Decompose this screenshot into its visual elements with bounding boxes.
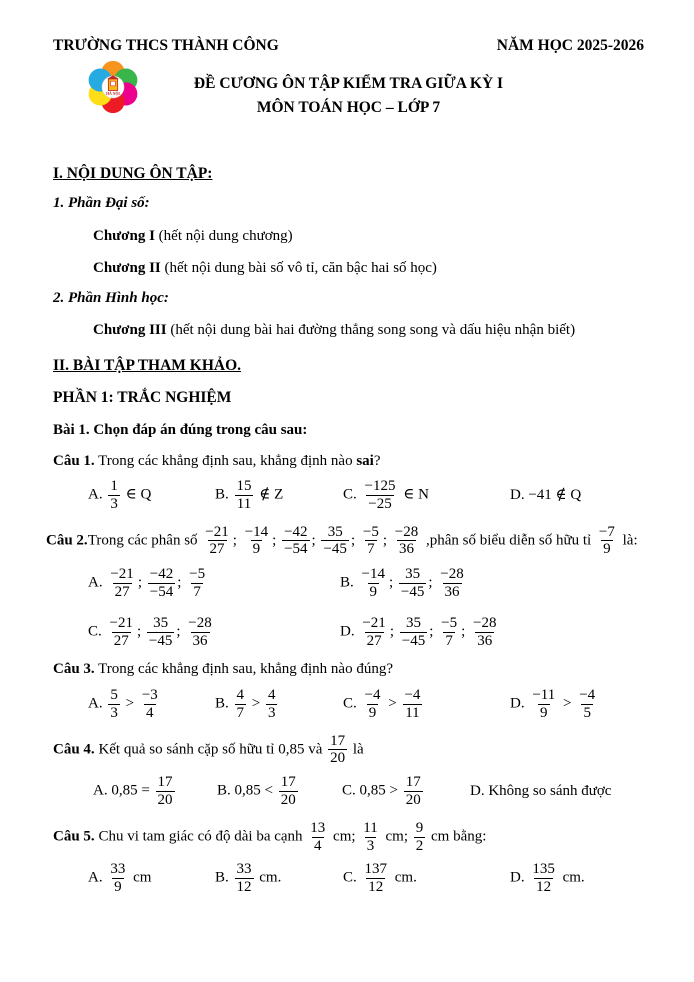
logo-center-label: HÀ NỘI [106,92,120,97]
fraction-denominator: 12 [236,879,252,896]
text-run: A. 0,85 = [93,782,154,799]
fraction-numerator: −21 [110,566,134,583]
fraction-denominator: 36 [398,541,414,558]
fraction [363,687,383,722]
text-run: Trong các khẳng định sau, khẳng định nào [94,452,357,469]
fraction [597,524,617,559]
fraction-numerator: 4 [236,686,245,703]
algebra-heading: 1. Phần Đại số: [53,195,150,212]
fraction-denominator: 11 [405,704,420,721]
question-2-option-d [340,615,644,650]
fraction-denominator: 20 [405,791,421,808]
question-1-option-b [215,478,343,513]
fraction-denominator: 5 [583,704,591,721]
text-run: C. 0,85 > [342,782,402,799]
fraction-denominator: −54 [284,541,308,558]
school-name: TRƯỜNG THCS THÀNH CÔNG [53,37,279,54]
fraction-numerator: 1 [110,478,118,495]
question-5-stem [53,820,644,855]
fraction-numerator: 135 [532,861,555,878]
question-3-option-c [343,687,510,722]
fraction-numerator: −3 [141,686,158,703]
fraction-numerator: 35 [327,523,343,540]
fraction-numerator: −4 [579,686,596,703]
fraction [393,524,420,559]
fraction-denominator: 3 [267,704,276,721]
text-run: D. Không so sánh được [470,782,612,799]
text-run: A. [88,695,107,712]
fraction-numerator: 4 [267,686,276,703]
question-5-option-c [343,861,510,896]
question-4-option-d [470,782,644,802]
title-line-1: ĐỀ CƯƠNG ÔN TẬP KIỂM TRA GIỮA KỲ I [193,75,504,93]
fraction-denominator: 12 [368,879,384,896]
fraction [282,524,309,559]
fraction [328,733,347,768]
fraction-numerator: 33 [110,861,126,878]
fraction-denominator: 9 [369,584,377,601]
question-2-option-c [88,615,340,650]
text-run: C. [343,695,361,712]
fraction [530,861,557,896]
question-4-option-b [217,774,342,809]
fraction-numerator: −14 [244,523,269,540]
fraction [438,566,465,601]
fraction [235,687,247,722]
fraction [156,774,175,809]
fraction [363,478,398,513]
text-run: A. [88,575,107,592]
text-run: ; [461,623,470,640]
fraction-numerator: 17 [405,774,421,791]
fraction-denominator: 11 [236,495,252,512]
question-1-option-d [510,486,644,506]
fraction-denominator: −25 [368,495,392,512]
fraction [399,566,426,601]
chapter-1-line [93,227,644,247]
fraction-numerator: −7 [598,523,615,540]
fraction-numerator: −14 [361,566,385,583]
fraction [108,615,135,650]
fraction-numerator: 137 [364,861,388,878]
text-run: ; [137,575,146,592]
title-line-2: MÔN TOÁN HỌC – LỚP 7 [256,99,441,117]
fraction-denominator: −45 [323,541,347,558]
text-run: là: [618,532,638,549]
fraction [108,478,120,513]
question-1 [53,452,644,513]
fraction [363,861,390,896]
text-run: ; [136,623,145,640]
fraction-numerator: 15 [236,478,252,495]
question-3-option-b [215,687,343,722]
question-3-options [53,687,644,722]
fraction-numerator: −21 [362,614,386,631]
fraction [321,524,348,559]
fraction-denominator: 7 [445,632,453,649]
fraction-numerator: −28 [473,614,497,631]
text-run: > [384,695,401,712]
text-run: ; [388,575,397,592]
bold-text-run: Câu 3. [53,661,95,678]
fraction-numerator: −5 [362,523,379,540]
fraction-denominator: 20 [157,791,173,808]
text-run: là [349,741,364,758]
fraction [414,820,426,855]
fraction-denominator: 36 [444,584,460,601]
fraction [308,820,327,855]
fraction [243,524,270,559]
section-2-heading: II. BÀI TẬP THAM KHẢO. [53,356,242,374]
fraction-denominator: 20 [330,750,346,767]
text-run: Kết quả so sánh cặp số hữu tỉ 0,85 và [94,741,327,758]
question-2-option-a [88,566,340,601]
fraction [402,687,422,722]
text-run: ; [177,575,186,592]
exercise-1-heading: Bài 1. Chọn đáp án đúng trong câu sau: [53,422,308,439]
text-run: ; [311,532,320,549]
part-1-heading: PHẦN 1: TRẮC NGHIỆM [53,388,232,406]
text-run: ; [389,623,398,640]
text-run: cm. [255,870,282,887]
fraction [108,566,135,601]
text-run: cm. [558,870,585,887]
fraction-denominator: 7 [193,584,201,601]
question-1-option-c [343,478,510,513]
fraction-denominator: 3 [110,704,118,721]
text-run: C. [88,623,106,640]
section-1-heading: I. NỘI DUNG ÔN TẬP: [53,165,213,183]
fraction [148,566,175,601]
text-run: cm; [381,828,412,845]
chapter-1-note: (hết nội dung chương) [154,227,293,244]
fraction-numerator: −125 [364,478,396,495]
fraction-denominator: −45 [400,584,425,601]
text-run: Trong các khẳng định sau, khẳng định nào đúng? [94,661,393,678]
bold-text-run: Câu 2. [46,532,88,549]
text-run: ; [350,532,359,549]
text-run: ? [373,452,381,469]
question-5-option-d [510,861,644,896]
question-5-options [53,861,644,896]
fraction-denominator: 27 [114,584,130,601]
fraction-denominator: 27 [209,541,225,558]
fraction-numerator: 35 [153,614,169,631]
fraction [577,687,597,722]
text-run: cm bằng: [427,828,487,845]
fraction-denominator: −45 [401,632,426,649]
chapter-2-label: Chương II [93,260,161,277]
text-run: A. [88,486,107,503]
fraction-numerator: −21 [109,614,133,631]
chapter-1-label: Chương I [93,227,155,244]
text-run: > [121,695,138,712]
bold-text-run: Câu 5. [53,828,95,845]
text-run: ∉ Z [255,486,284,503]
question-1-options [53,478,644,513]
fraction-numerator: −4 [364,686,381,703]
fraction-numerator: 17 [157,774,173,791]
fraction-numerator: −5 [189,566,206,583]
question-5-option-a [88,861,215,896]
fraction-numerator: 35 [405,614,421,631]
text-run: cm. [391,870,417,887]
bold-text-run: Câu 1. [53,452,95,469]
fraction-numerator: −28 [440,566,464,583]
text-run: C. [343,486,361,503]
chapter-3-label: Chương III [93,322,167,339]
fraction-denominator: 12 [536,879,552,896]
fraction [361,820,379,855]
text-run: B. [215,695,233,712]
text-run: D. [510,870,529,887]
chapter-3-note: (hết nội dung bài hai đường thẳng song song và dấu hiệu nhận biết) [166,322,576,339]
fraction [266,687,278,722]
fraction-numerator: −42 [284,523,308,540]
text-run: cm [129,870,152,887]
bold-text-run: Câu 4. [53,741,95,758]
text-run: ,phân số biểu diễn số hữu tỉ [422,532,595,549]
text-run: ∈ N [399,486,429,503]
fraction-denominator: 27 [113,632,129,649]
fraction-denominator: 4 [314,837,322,854]
text-run: ; [428,575,437,592]
text-run: ∈ Q [121,486,152,503]
fraction [279,774,298,809]
question-3-stem [53,660,644,680]
fraction [361,524,381,559]
chapter-2-note: (hết nội dung bài số vô tỉ, căn bậc hai số học) [160,260,437,277]
fraction [140,687,160,722]
fraction [360,566,387,601]
fraction-denominator: 3 [110,495,118,512]
fraction [147,615,174,650]
text-run: ; [382,532,391,549]
chapter-3-line [93,321,644,341]
text-run: D. −41 ∉ Q [510,486,582,503]
question-4-options [53,774,644,809]
question-5 [53,820,644,896]
fraction-numerator: 9 [415,819,424,836]
question-4 [53,733,644,809]
question-4-option-a [93,774,217,809]
fraction-denominator: 20 [280,791,296,808]
text-run: D. [340,623,359,640]
question-3-option-d [510,687,644,722]
hanoi-education-flower-icon [84,58,142,116]
fraction [404,774,423,809]
fraction-denominator: 9 [603,541,611,558]
fraction-denominator: 27 [366,632,382,649]
text-run: C. [343,870,361,887]
fraction-denominator: 3 [366,837,375,854]
text-run: D. [510,695,529,712]
text-run: B. [215,486,233,503]
fraction [187,566,207,601]
question-4-option-c [342,774,470,809]
question-2-option-b [340,566,644,601]
question-1-stem [53,452,644,472]
text-run: ; [232,532,241,549]
text-run: ; [176,623,185,640]
question-3-option-a [88,687,215,722]
fraction-denominator: −54 [149,584,174,601]
fraction [400,615,427,650]
school-year: NĂM HỌC 2025-2026 [496,37,644,54]
fraction-denominator: 9 [252,541,261,558]
fraction-denominator: −45 [148,632,173,649]
fraction [235,478,254,513]
text-run: ; [272,532,281,549]
question-2-options [53,566,644,649]
fraction-numerator: 5 [110,686,118,703]
fraction-numerator: −11 [532,686,556,703]
fraction-numerator: −5 [441,614,458,631]
fraction [108,687,120,722]
fraction [439,615,459,650]
question-1-option-a [88,478,215,513]
text-run: cm; [329,828,360,845]
fraction-denominator: 9 [114,879,122,896]
fraction [471,615,498,650]
question-4-stem [53,733,644,768]
text-run: > [559,695,576,712]
fraction-denominator: 4 [146,704,154,721]
question-3 [53,660,644,721]
document-header [53,36,644,56]
question-2-stem [46,524,644,559]
fraction-denominator: 7 [236,704,245,721]
fraction-denominator: 36 [477,632,493,649]
text-run: B. [215,870,233,887]
fraction-denominator: 9 [540,704,548,721]
fraction-numerator: 13 [310,819,326,836]
fraction-numerator: −21 [205,523,229,540]
geometry-heading: 2. Phần Hình học: [53,289,169,306]
fraction-denominator: 36 [192,632,208,649]
school-logo-icon [84,58,142,116]
fraction-denominator: 7 [367,541,375,558]
fraction-numerator: 33 [236,861,252,878]
fraction [530,687,557,722]
chapter-2-line [93,259,644,279]
fraction-numerator: 11 [363,819,378,836]
fraction [108,861,127,896]
text-run: > [248,695,264,712]
fraction-denominator: 2 [415,837,424,854]
fraction-numerator: 35 [405,566,421,583]
text-run: Trong các phân số [87,532,202,549]
fraction-numerator: −28 [188,614,212,631]
fraction-numerator: 17 [280,774,296,791]
fraction [203,524,230,559]
bold-text-run: sai [356,452,374,469]
question-5-option-b [215,861,343,896]
fraction [360,615,387,650]
fraction [235,861,254,896]
fraction-numerator: −28 [394,523,419,540]
fraction-numerator: −42 [149,566,174,583]
fraction-numerator: 17 [330,732,346,749]
fraction-numerator: −4 [404,686,421,703]
question-2 [46,523,644,650]
fraction-denominator: 9 [368,704,377,721]
text-run: B. 0,85 < [217,782,277,799]
text-run: A. [88,870,107,887]
text-run: B. [340,575,358,592]
text-run: Chu vi tam giác có độ dài ba cạnh [94,828,307,845]
text-run: ; [429,623,438,640]
fraction [186,615,213,650]
